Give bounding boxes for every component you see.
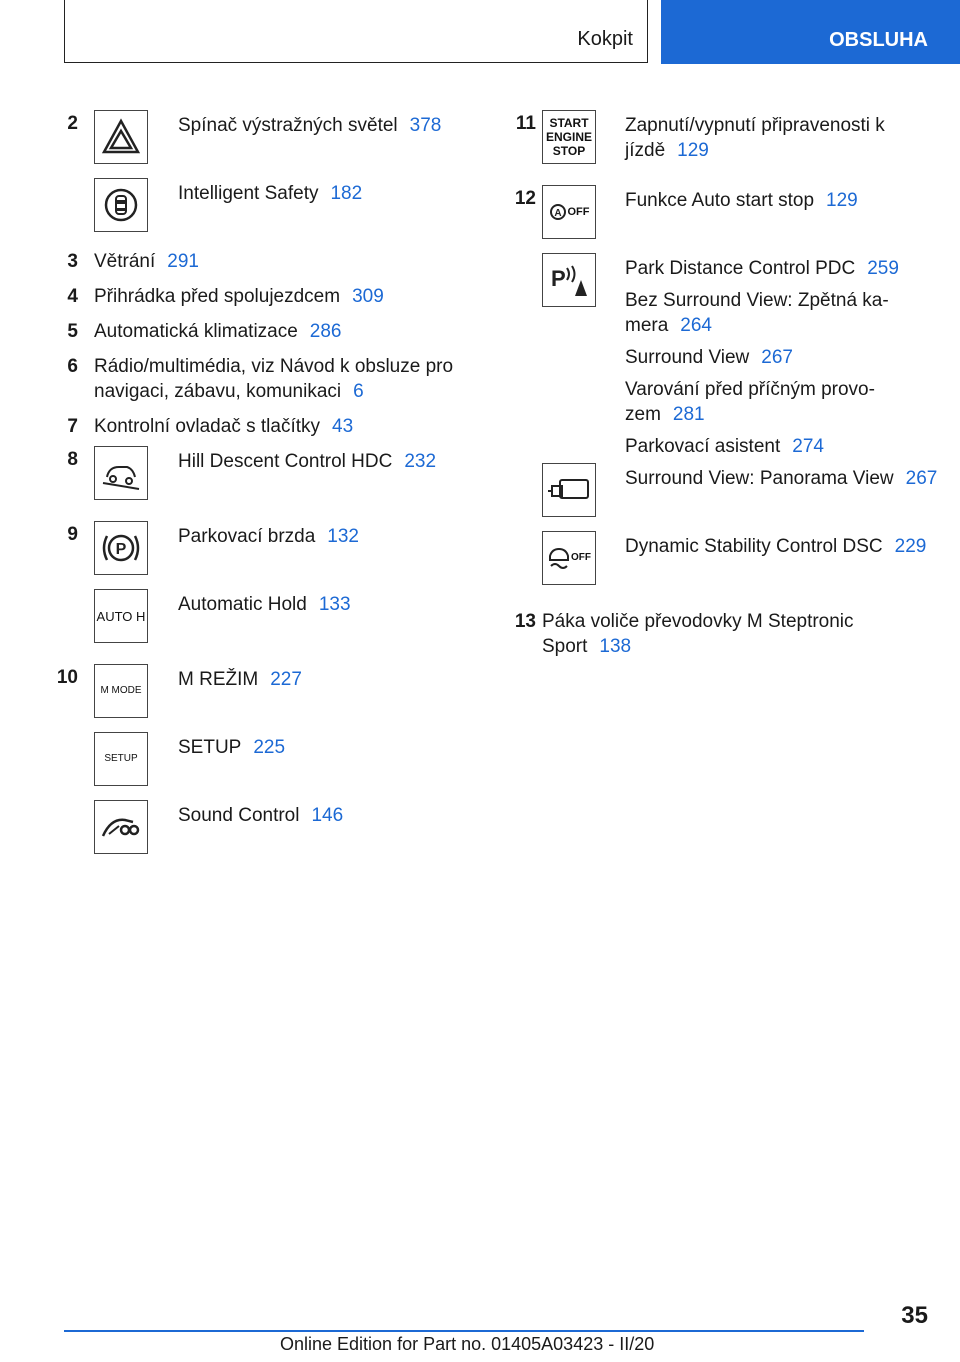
page-link[interactable]: 132 — [327, 526, 359, 547]
intelligent-safety-icon — [94, 178, 148, 232]
page-link[interactable]: 259 — [867, 258, 899, 279]
auto-hold-icon — [94, 589, 148, 643]
sub-item: Parkovací asistent 274 — [625, 436, 824, 457]
item-label: Funkce Auto start stop 129 — [625, 190, 858, 211]
item-label: Parkovací brzda 132 — [178, 526, 359, 547]
list-item-2b — [0, 178, 480, 246]
item-number: 7 — [67, 416, 78, 437]
page-link[interactable]: 291 — [167, 251, 199, 272]
icon-text: ENGINE — [545, 130, 592, 144]
item-label: Přihrádka před spolujezdcem — [94, 286, 341, 307]
list-item-7 — [0, 411, 480, 439]
item-label: Větrání — [94, 251, 156, 272]
hill-descent-icon — [94, 446, 148, 500]
sound-control-icon — [94, 800, 148, 854]
list-item-3 — [0, 246, 480, 274]
item-number: 4 — [67, 286, 78, 307]
page-link[interactable]: 274 — [792, 436, 824, 457]
list-item-11 — [480, 110, 960, 185]
page-link[interactable]: 129 — [826, 190, 858, 211]
item-label: Sound Control 146 — [178, 805, 344, 826]
item-label: SETUP 225 — [178, 737, 286, 758]
park-distance-control-icon — [542, 253, 596, 307]
page-link[interactable]: 227 — [270, 669, 302, 690]
header-box — [64, 0, 648, 63]
page-link[interactable]: 133 — [318, 594, 351, 615]
item-number: 12 — [514, 188, 536, 209]
list-item-10c — [0, 800, 480, 868]
footer-divider — [64, 1330, 864, 1332]
list-item-10b — [0, 732, 480, 800]
setup-icon — [94, 732, 148, 786]
page-link[interactable]: 309 — [352, 286, 384, 307]
list-item-8 — [0, 446, 480, 521]
page-link[interactable]: 229 — [894, 536, 927, 557]
item-label: Kontrolní ovladač s tlačítky — [94, 416, 320, 437]
sub-item: Varování před příčným provozem 281 — [625, 379, 875, 425]
page-link[interactable]: 225 — [253, 737, 286, 758]
svg-text:P: P — [115, 541, 127, 558]
page-link[interactable]: 232 — [404, 451, 437, 472]
hazard-warning-icon — [94, 110, 148, 164]
sub-item: Surround View 267 — [625, 347, 793, 368]
sub-item: Bez Surround View: Zpětná kamera 264 — [625, 290, 889, 336]
item-label: Hill Descent Control HDC 232 — [178, 451, 437, 472]
footer-edition: Online Edition for Part no. 01405A03423 - II/20 — [280, 1334, 655, 1354]
list-item-13 — [480, 606, 882, 659]
list-item-12c — [480, 463, 960, 531]
surround-view-icon — [542, 463, 596, 517]
list-item-2a — [0, 110, 480, 178]
page-link[interactable]: 6 — [353, 381, 364, 402]
item-label: Dynamic Stability Control DSC 229 — [625, 536, 927, 557]
item-label: Automatická klimatizace — [94, 321, 298, 342]
item-label: M REŽIM 227 — [178, 669, 302, 690]
item-label: Automatic Hold 133 — [178, 594, 351, 615]
page-number: 35 — [901, 1302, 928, 1329]
icon-text: STOP — [552, 144, 586, 158]
page-link[interactable]: 281 — [672, 404, 705, 425]
list-item-9b — [0, 589, 480, 664]
item-number: 3 — [67, 251, 78, 272]
list-item-9a — [0, 521, 480, 589]
list-item-5 — [0, 316, 480, 344]
item-number: 6 — [67, 356, 78, 377]
page-link[interactable]: 129 — [677, 140, 709, 161]
svg-text:P: P — [551, 266, 566, 291]
page-link[interactable]: 267 — [761, 347, 793, 368]
icon-text: AUTO H — [96, 608, 146, 624]
list-item-12b — [480, 253, 960, 463]
item-label: Intelligent Safety 182 — [178, 183, 363, 204]
page-link[interactable]: 43 — [332, 416, 354, 437]
item-number: 13 — [514, 611, 536, 632]
page-link[interactable]: 146 — [311, 805, 344, 826]
svg-text:A: A — [553, 208, 562, 219]
icon-text: OFF — [567, 205, 590, 218]
item-label: Rádio/multimédia, viz Návod k obsluze pro navigaci, zábavu, komunikaci — [94, 356, 454, 402]
item-number: 10 — [56, 667, 78, 688]
right-column — [480, 110, 960, 659]
list-item-6 — [0, 351, 464, 404]
icon-text: START — [549, 116, 589, 130]
page-link[interactable]: 264 — [680, 315, 712, 336]
left-column — [0, 110, 480, 868]
m-mode-icon — [94, 664, 148, 718]
item-number: 8 — [67, 449, 78, 470]
item-number: 2 — [67, 113, 78, 134]
page-link[interactable]: 182 — [330, 183, 363, 204]
parking-brake-icon — [94, 521, 148, 575]
item-number: 9 — [67, 524, 78, 545]
page-link[interactable]: 267 — [905, 468, 938, 489]
item-number: 11 — [515, 113, 536, 134]
list-item-12d — [480, 531, 960, 606]
item-label: Zapnutí/vypnutí připravenosti k jízdě 129 — [625, 115, 885, 161]
icon-text: M MODE — [100, 685, 142, 696]
icon-text: SETUP — [104, 753, 138, 764]
auto-start-stop-off-icon — [542, 185, 596, 239]
item-label: Spínač výstražných světel 378 — [178, 115, 442, 136]
icon-text: OFF — [571, 552, 591, 563]
list-item-12a — [480, 185, 960, 253]
list-item-10a — [0, 664, 480, 732]
dsc-off-icon — [542, 531, 596, 585]
page-link[interactable]: 138 — [599, 636, 632, 657]
item-label-group — [625, 256, 945, 466]
page-link[interactable]: 378 — [409, 115, 442, 136]
item-number: 5 — [67, 321, 78, 342]
item-label: Páka voliče převodovky M Steptronic Sport — [542, 611, 854, 657]
start-stop-engine-icon — [542, 110, 596, 164]
chapter-tab: OBSLUHA — [661, 0, 960, 64]
item-label: Surround View: Panorama View 267 — [625, 468, 938, 489]
list-item-4 — [0, 281, 480, 309]
section-title: Kokpit — [577, 28, 633, 50]
page-link[interactable]: 286 — [309, 321, 342, 342]
sub-item: Park Distance Control PDC 259 — [625, 258, 899, 279]
